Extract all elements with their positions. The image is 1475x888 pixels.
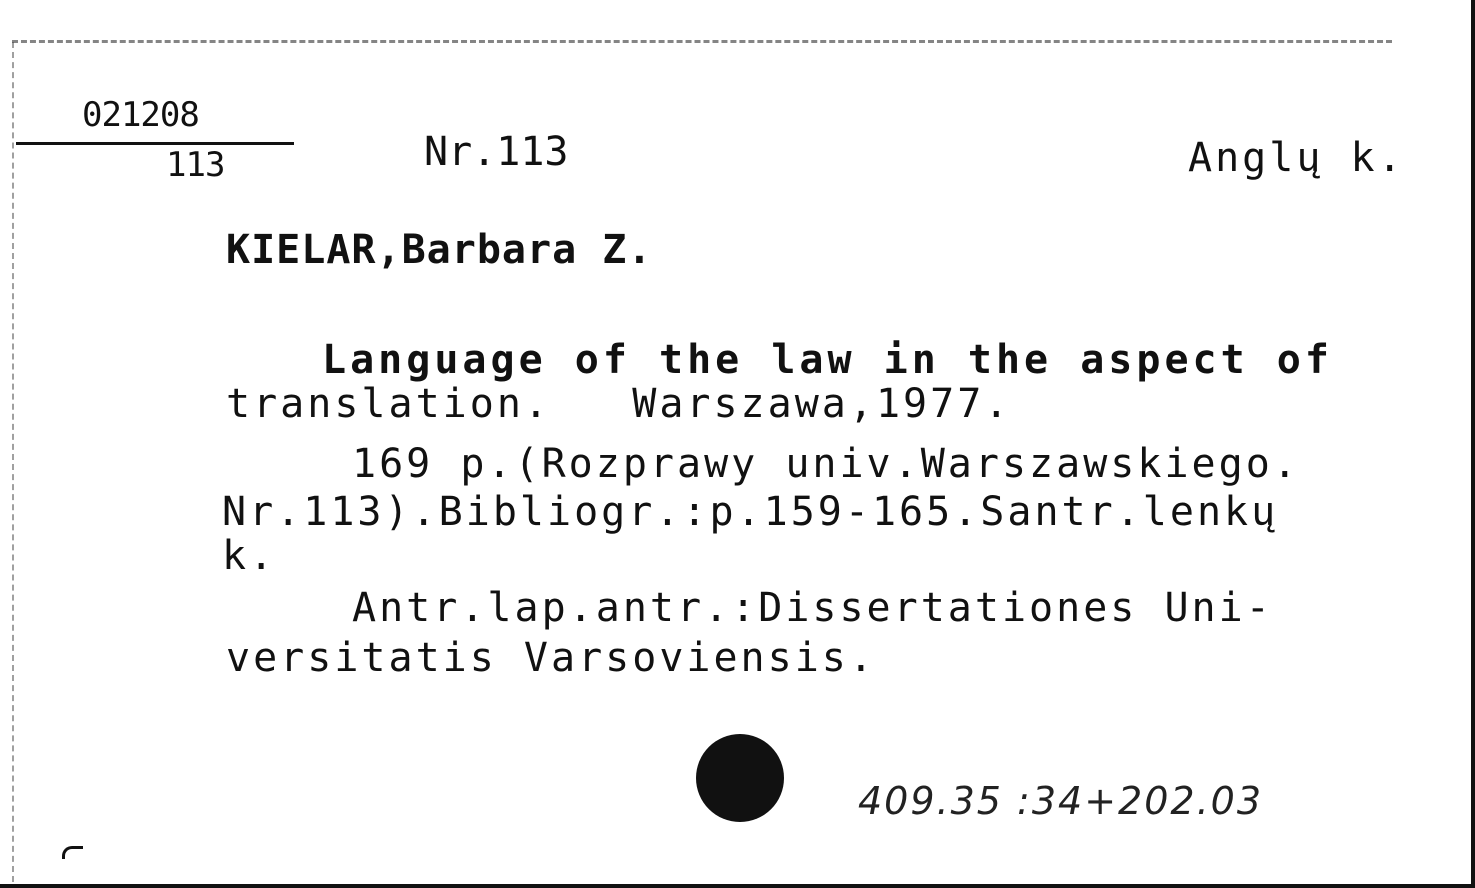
title-line: Language of the law in the aspect of	[322, 337, 1333, 383]
card-top-border	[12, 40, 1392, 43]
title-continuation-line: translation. Warszawa,1977.	[226, 381, 1012, 427]
corner-mark	[62, 846, 83, 859]
classification-number: 409.35 :34+202.03	[858, 779, 1264, 823]
series-note-line: Nr.113).Bibliogr.:p.159-165.Santr.lenkų	[222, 489, 1279, 535]
card-left-border	[12, 42, 14, 882]
catalog-number-divider	[16, 142, 294, 145]
pagination-line: 169 p.(Rozprawy univ.Warszawskiego.	[352, 441, 1300, 487]
parallel-title-continuation: versitatis Varsoviensis.	[226, 635, 876, 681]
punch-hole	[696, 734, 784, 822]
parallel-title-line: Antr.lap.antr.:Dissertationes Uni-	[352, 585, 1273, 631]
series-number: Nr.113	[424, 129, 569, 175]
language-label: Anglų k.	[1188, 135, 1405, 181]
series-note-continuation: k.	[222, 533, 277, 579]
shelf-number: 113	[166, 145, 225, 185]
author-heading: KIELAR,Barbara Z.	[226, 227, 653, 273]
catalog-number: 021208	[82, 95, 199, 135]
